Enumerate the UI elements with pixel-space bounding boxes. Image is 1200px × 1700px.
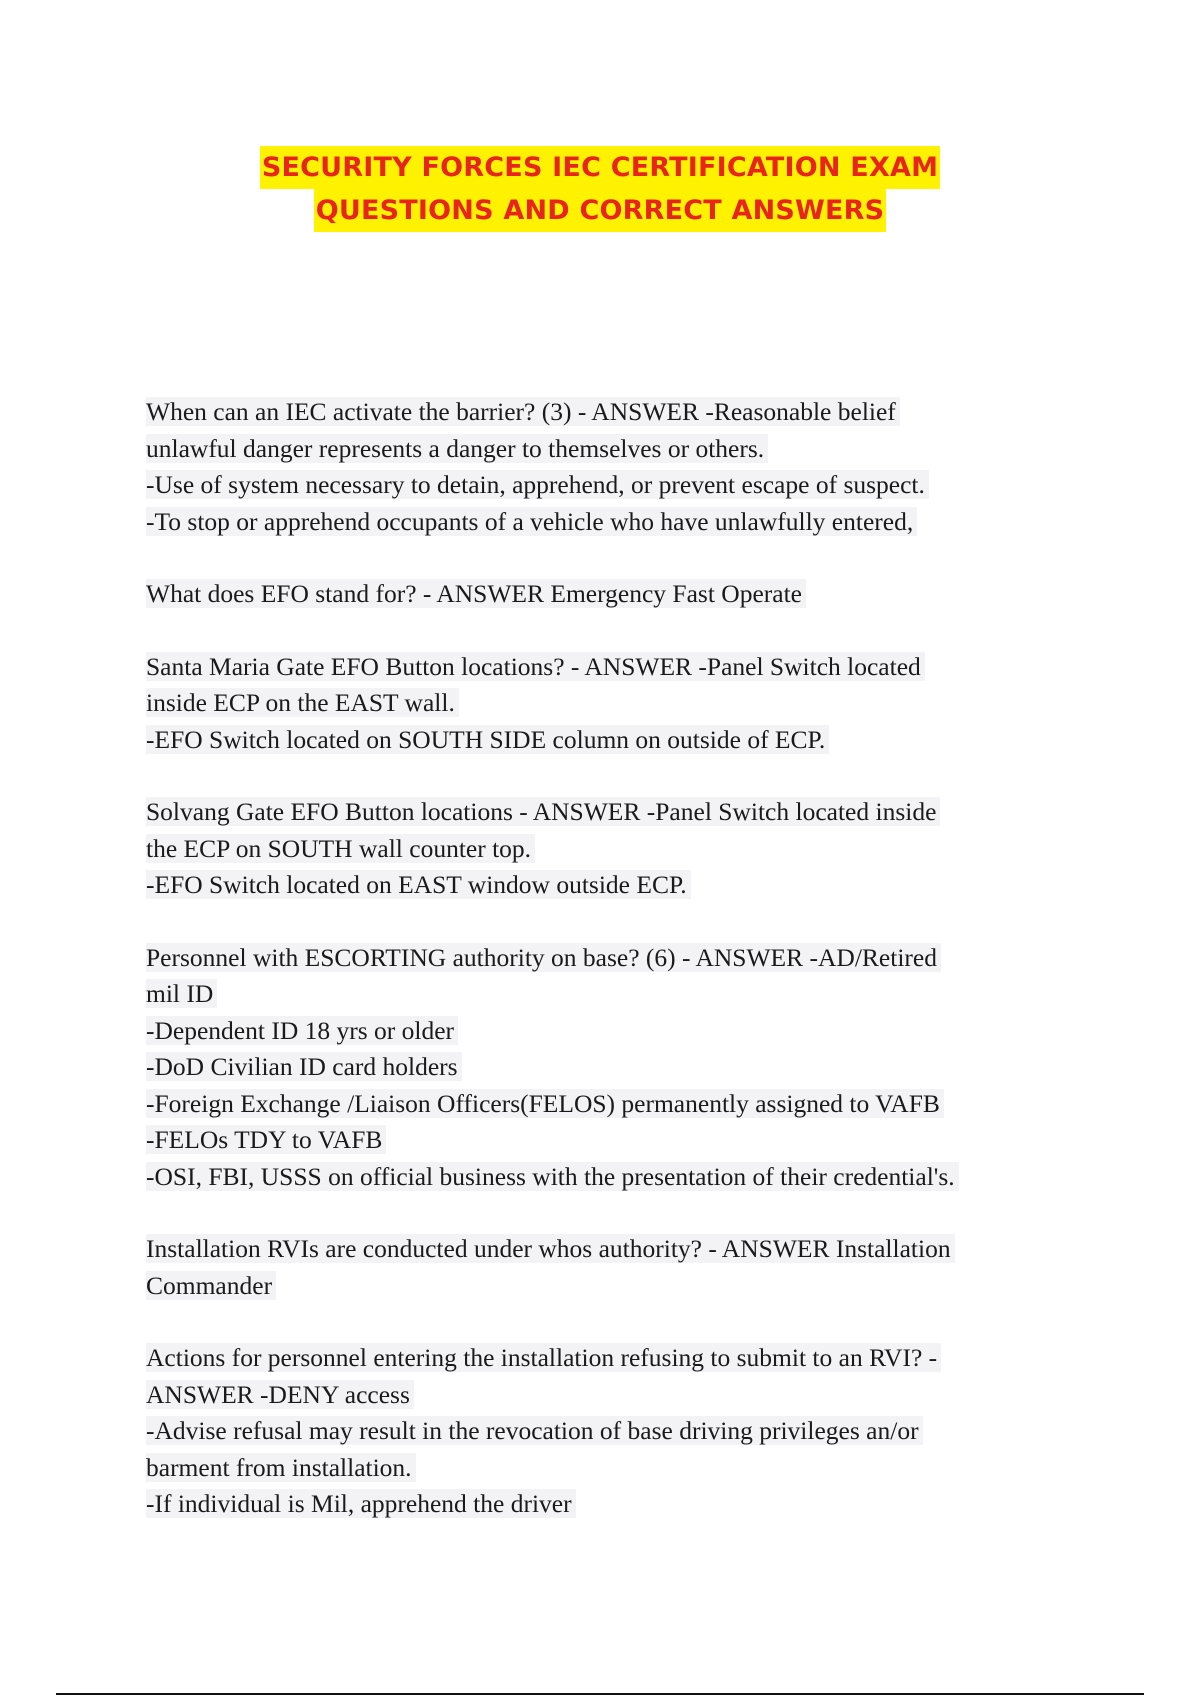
qa-line: -Use of system necessary to detain, apprehend, or prevent escape of suspect. [146,467,1066,504]
qa-item-barrier [146,394,1066,540]
qa-line: -DoD Civilian ID card holders [146,1049,1066,1086]
qa-line: the ECP on SOUTH wall counter top. [146,831,1066,868]
qa-item-efo [146,576,1066,613]
title-line-2: QUESTIONS AND CORRECT ANSWERS [314,189,887,232]
qa-line: inside ECP on the EAST wall. [146,685,1066,722]
footer-divider [56,1693,1144,1695]
qa-line: mil ID [146,976,1066,1013]
qa-line: -FELOs TDY to VAFB [146,1122,1066,1159]
qa-line: Personnel with ESCORTING authority on base? (6) - ANSWER -AD/Retired [146,940,1066,977]
qa-line: unlawful danger represents a danger to themselves or others. [146,431,1066,468]
qa-line: -Foreign Exchange /Liaison Officers(FELOS) permanently assigned to VAFB [146,1086,1066,1123]
qa-line: Solvang Gate EFO Button locations - ANSWER -Panel Switch located inside [146,794,1066,831]
qa-line: Santa Maria Gate EFO Button locations? - ANSWER -Panel Switch located [146,649,1066,686]
qa-line: barment from installation. [146,1450,1066,1487]
qa-item-escorting [146,940,1066,1196]
qa-line: ANSWER -DENY access [146,1377,1066,1414]
document-title [0,146,1200,232]
qa-line: Commander [146,1268,1066,1305]
qa-item-solvang [146,794,1066,904]
qa-line: -EFO Switch located on SOUTH SIDE column on outside of ECP. [146,722,1066,759]
qa-line: -If individual is Mil, apprehend the driver [146,1486,1066,1523]
qa-line: What does EFO stand for? - ANSWER Emergency Fast Operate [146,576,1066,613]
qa-list [146,394,1066,1559]
qa-line: -To stop or apprehend occupants of a vehicle who have unlawfully entered, [146,504,1066,541]
qa-line: Actions for personnel entering the installation refusing to submit to an RVI? - [146,1340,1066,1377]
qa-line: When can an IEC activate the barrier? (3) - ANSWER -Reasonable belief [146,394,1066,431]
qa-line: -EFO Switch located on EAST window outside ECP. [146,867,1066,904]
qa-line: -OSI, FBI, USSS on official business with the presentation of their credential's. [146,1159,1066,1196]
title-line-1: SECURITY FORCES IEC CERTIFICATION EXAM [260,146,940,189]
qa-line: -Dependent ID 18 yrs or older [146,1013,1066,1050]
qa-item-rvi-authority [146,1231,1066,1304]
qa-line: -Advise refusal may result in the revocation of base driving privileges an/or [146,1413,1066,1450]
qa-item-rvi-refusal [146,1340,1066,1523]
qa-item-santa-maria [146,649,1066,759]
qa-line: Installation RVIs are conducted under whos authority? - ANSWER Installation [146,1231,1066,1268]
